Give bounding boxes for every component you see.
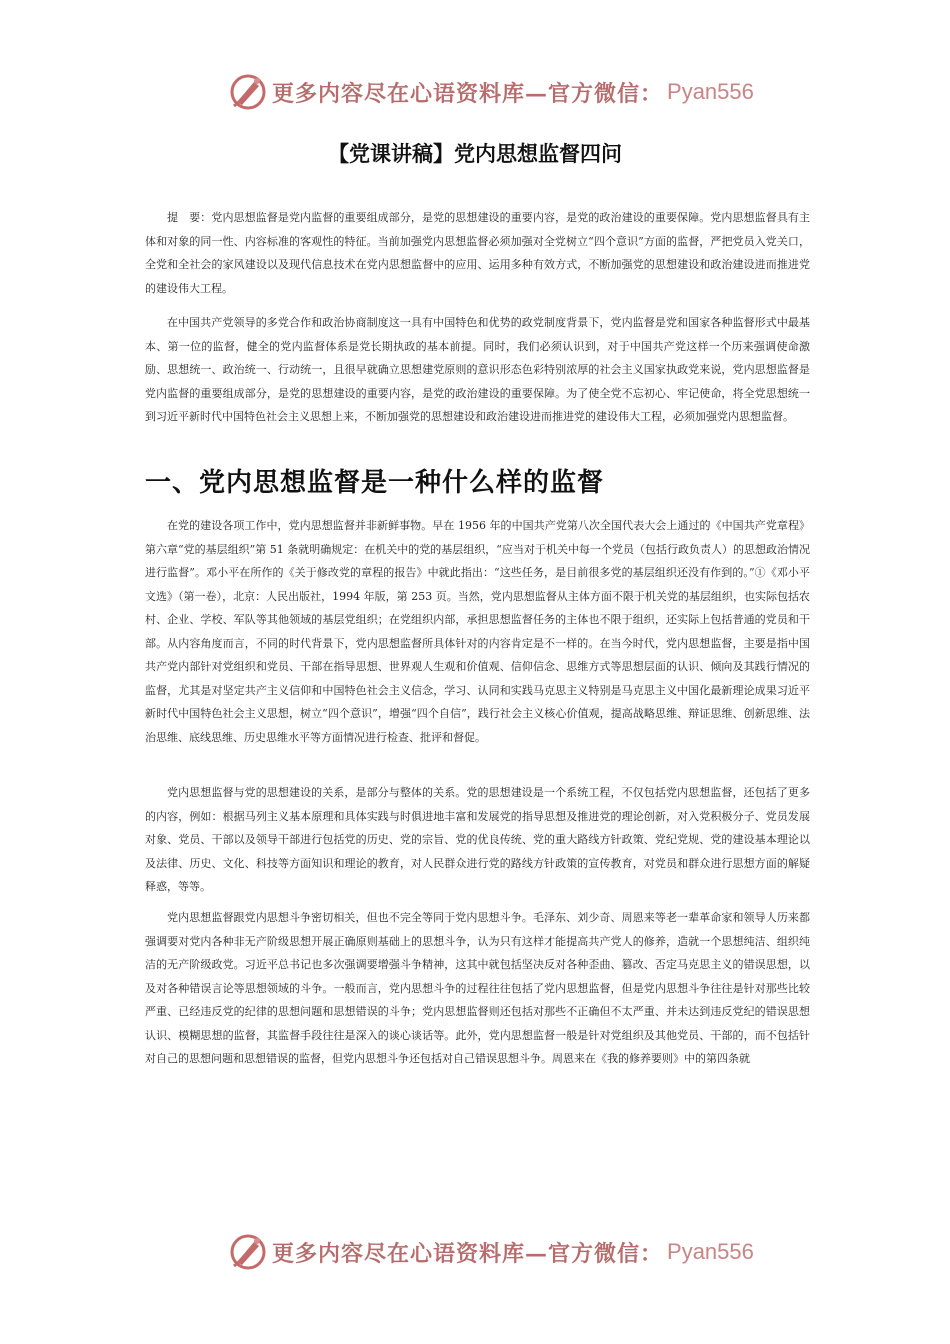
brand-logo-icon [228, 1232, 268, 1272]
section-heading: 一、党内思想监督是一种什么样的监督 [145, 468, 605, 498]
banner-text: 更多内容尽在心语资料库—官方微信： [272, 80, 664, 107]
section-paragraph-1 [145, 514, 810, 749]
section-paragraph-3 [145, 906, 810, 1071]
section-paragraph-2 [145, 781, 810, 899]
header-banner [228, 70, 754, 114]
abstract-block [145, 206, 810, 300]
intro-paragraph: 在中国共产党领导的多党合作和政治协商制度这一具有中国特色和优势的政党制度背景下，党内监督是党和国家各种监督形式中最基本、第一位的监督，健全的党内监督体系是党长期执政的基本前提。同时，我们必须认识到，对于中国共产党这样一个历来强调使命激励、思想统一、政治统一、行动统一，且很早就确立思想建党原则的意识形态色彩特别浓厚的社会主义国家执政党来说，党内思想监督是党内监督的重要组成部分，是党的思想建设的重要内容，是党的政治建设的重要保障。为了使全党不忘初心、牢记使命，将全党思想统一到习近平新时代中国特色社会主义思想上来，不断加强党的思想建设和政治建设进而推进党的建设伟大工程，必须加强党内思想监督。 [145, 316, 810, 423]
page-title: 【党课讲稿】党内思想监督四问 [328, 142, 622, 166]
body-paragraph: 党内思想监督跟党内思想斗争密切相关，但也不完全等同于党内思想斗争。毛泽东、刘少奇、周恩来等老一辈革命家和领导人历来都强调要对党内各种非无产阶级思想开展正确原则基础上的思想斗争，认为只有这样才能提高共产党人的修养，造就一个思想纯洁、组织纯洁的无产阶级政党。习近平总书记也多次强调要增强斗争精神，这其中就包括坚决反对各种歪曲、篡改、否定马克思主义的错误思想，以及对各种错误言论等思想领域的斗争。一般而言，党内思想斗争的过程往往包括了党内思想监督，但是党内思想斗争往往是针对那些比较严重、已经违反党的纪律的思想问题和思想错误的斗争；党内思想监督则还包括对那些不正确但不太严重、并未达到违反党纪的错误思想认识、模糊思想的监督，其监督手段往往是深入的谈心谈话等。此外，党内思想监督一般是针对党组织及其他党员、干部的，而不包括针对自己的思想问题和思想错误的监督，但党内思想斗争还包括对自己错误思想斗争。周恩来在《我的修养要则》中的第四条就 [145, 911, 810, 1065]
banner-text: 更多内容尽在心语资料库—官方微信： [272, 1240, 664, 1267]
banner-wechat-id: Pyan556 [667, 79, 754, 104]
body-paragraph: 党内思想监督与党的思想建设的关系，是部分与整体的关系。党的思想建设是一个系统工程，不仅包括党内思想监督，还包括了更多的内容，例如：根据马列主义基本原理和具体实践与时俱进地丰富和发展党的指导思想及推进党的理论创新，对入党积极分子、党员发展对象、党员、干部以及领导干部进行包括党的历史、党的宗旨、党的优良传统、党的重大路线方针政策、党纪党规、党的建设基本理论以及法律、历史、文化、科技等方面知识和理论的教育，对人民群众进行党的路线方针政策的宣传教育，对党员和群众进行思想方面的解疑释惑，等等。 [145, 786, 810, 893]
banner-wechat-id: Pyan556 [667, 1239, 754, 1264]
body-paragraph: 在党的建设各项工作中，党内思想监督并非新鲜事物。早在 1956 年的中国共产党第八次全国代表大会上通过的《中国共产党章程》第六章“党的基层组织”第 51 条就明确规定：在机关中的党的基层组织，“应当对于机关中每一个党员（包括行政负责人）的思想政治情况进行监督”。邓小平在所作的《关于修改党的章程的报告》中就此指出：“这些任务，是目前很多党的基层组织还没有作到的。”①《邓小平文选》（第一卷），北京：人民出版社，1994 年版，第 253 页。当然，党内思想监督从主体方面不限于机关党的基层组织，也实际包括农村、企业、学校、军队等其他领域的基层党组织；在党组织内部，承担思想监督任务的主体也不限于组织，还实际上包括普通的党员和干部。从内容角度而言，不同的时代背景下，党内思想监督所具体针对的内容肯定是不一样的。在当今时代，党内思想监督，主要是指中国共产党内部针对党组织和党员、干部在指导思想、世界观人生观和价值观、信仰信念、思维方式等思想层面的认识、倾向及其践行情况的监督，尤其是对坚定共产主义信仰和中国特色社会主义信念，学习、认同和实践马克思主义特别是马克思主义中国化最新理论成果习近平新时代中国特色社会主义思想，树立“四个意识”，增强“四个自信”，践行社会主义核心价值观，提高战略思维、辩证思维、创新思维、法治思维、底线思维、历史思维水平等方面情况进行检查、批评和督促。 [145, 519, 810, 744]
intro-block [145, 311, 810, 429]
footer-banner [228, 1230, 754, 1274]
abstract-paragraph: 提 要：党内思想监督是党内监督的重要组成部分，是党的思想建设的重要内容，是党的政治建设的重要保障。党内思想监督具有主体和对象的同一性、内容标准的客观性的特征。当前加强党内思想监督必须加强对全党树立“四个意识”方面的监督，严把党员入党关口，全党和全社会的家风建设以及现代信息技术在党内思想监督中的应用、运用多种有效方式，不断加强党的思想建设和政治建设进而推进党的建设伟大工程。 [145, 211, 810, 295]
brand-logo-icon [228, 72, 268, 112]
